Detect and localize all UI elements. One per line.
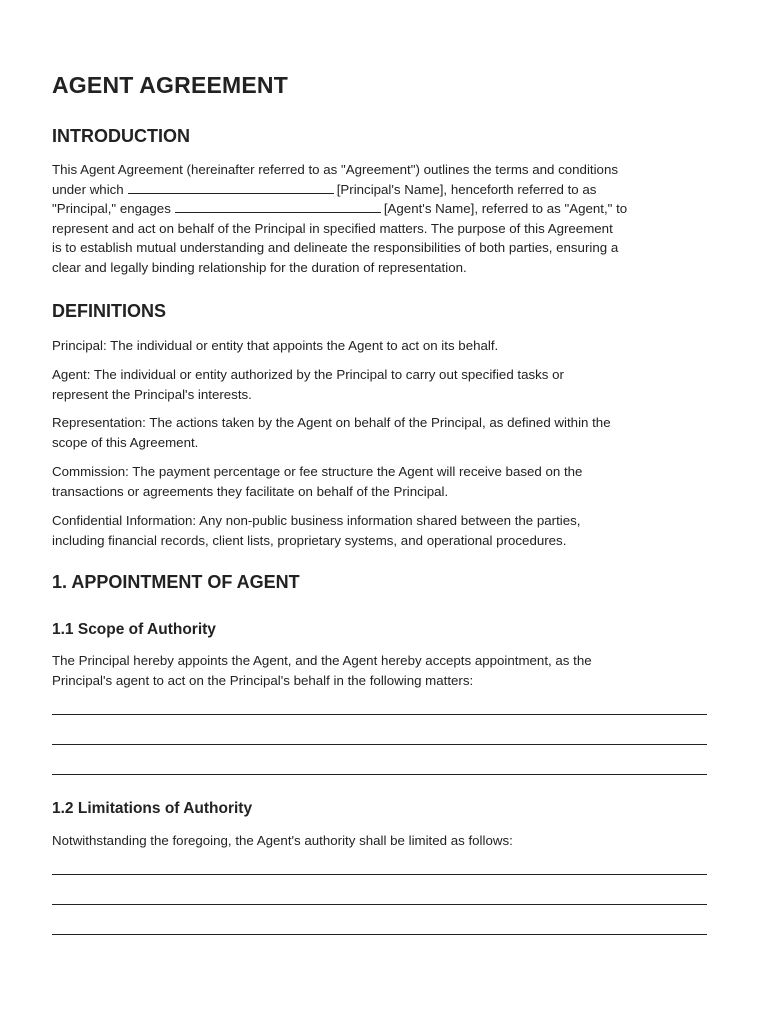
definition-agent [52,365,712,404]
definition-principal [52,336,712,356]
definition-representation [52,413,712,452]
principal-name-blank[interactable] [128,181,334,194]
document-title: AGENT AGREEMENT [52,72,288,98]
scope-line-1: The Principal hereby appoints the Agent, and the Agent hereby accepts appointment, as the [52,653,592,668]
scope-fill-line-2[interactable] [52,744,707,745]
definition-line: represent the Principal's interests. [52,386,252,402]
scope-fill-line-1[interactable] [52,714,707,715]
definition-confidential-information [52,511,712,550]
definition-line: Representation: The actions taken by the Agent on behalf of the Principal, as defined within the [52,415,611,430]
introduction-heading: INTRODUCTION [52,126,190,146]
intro-line-3-post: [Agent's Name], referred to as "Agent," to [383,201,628,216]
introduction-paragraph [52,160,712,277]
scope-of-authority-paragraph [52,651,712,690]
intro-line-3 [52,199,712,219]
limitations-paragraph [52,831,712,851]
section-1-heading: 1. APPOINTMENT OF AGENT [52,572,300,592]
definition-line: Agent: The individual or entity authorized by the Principal to carry out specified tasks or [52,367,564,382]
definition-line: Confidential Information: Any non-public business information shared between the parties, [52,513,581,528]
intro-line-2 [52,180,712,200]
agent-name-blank[interactable] [175,200,381,213]
section-1-1-heading: 1.1 Scope of Authority [52,621,216,638]
intro-line-3-pre: "Principal," engages [52,201,171,216]
definition-line: scope of this Agreement. [52,434,199,450]
intro-line-6: clear and legally binding relationship for the duration of representation. [52,259,467,275]
section-1-2-heading: 1.2 Limitations of Authority [52,800,253,817]
limitations-fill-line-1[interactable] [52,874,707,875]
limitations-line-1: Notwithstanding the foregoing, the Agent's authority shall be limited as follows: [52,833,513,848]
scope-line-2: Principal's agent to act on the Principal's behalf in the following matters: [52,672,474,688]
intro-line-4: represent and act on behalf of the Principal in specified matters. The purpose of this Agreement [52,220,613,236]
intro-line-2-pre: under which [52,181,124,197]
intro-line-2-post: [Principal's Name], henceforth referred to as [336,181,597,197]
intro-line-5: is to establish mutual understanding and delineate the responsibilities of both parties, ensuring a [52,240,619,255]
definition-commission [52,462,712,501]
definition-line: Principal: The individual or entity that appoints the Agent to act on its behalf. [52,338,499,353]
limitations-fill-line-3[interactable] [52,934,707,935]
intro-line-1: This Agent Agreement (hereinafter referred to as "Agreement") outlines the terms and conditions [52,162,618,177]
scope-fill-line-3[interactable] [52,774,707,775]
definition-line: including financial records, client lists, proprietary systems, and operational procedures. [52,532,567,548]
limitations-fill-line-2[interactable] [52,904,707,905]
definition-line: Commission: The payment percentage or fee structure the Agent will receive based on the [52,464,583,479]
definition-line: transactions or agreements they facilitate on behalf of the Principal. [52,483,449,499]
definitions-heading: DEFINITIONS [52,301,167,321]
